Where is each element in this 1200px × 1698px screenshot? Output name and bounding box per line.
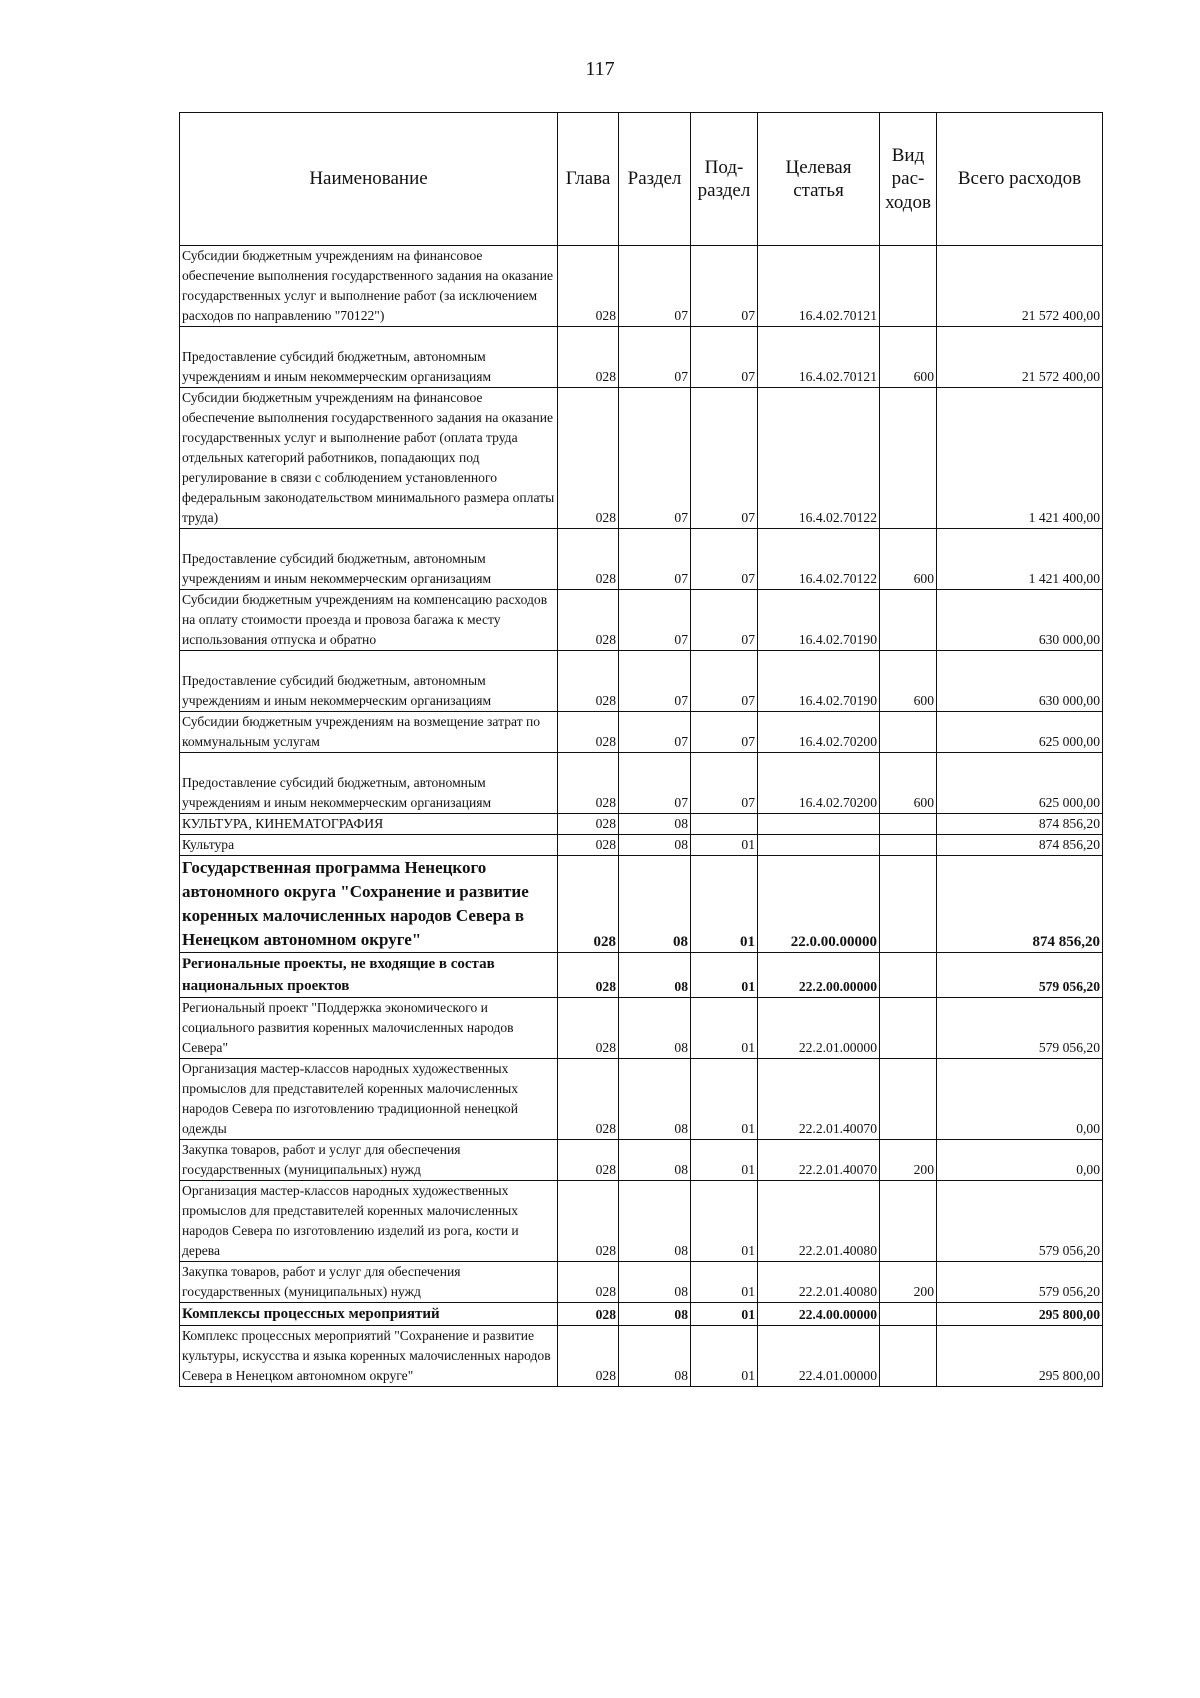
cell-name: Региональный проект "Поддержка экономического и социального развития коренных малочисленных народов Севера" xyxy=(180,998,558,1059)
table-row xyxy=(180,1140,1103,1181)
cell-name: Организация мастер-классов народных художественных промыслов для представителей коренных малочисленных народов Севера по изготовлению изделий из рога, кости и дерева xyxy=(180,1181,558,1262)
cell-chapter: 028 xyxy=(558,753,619,814)
cell-type xyxy=(880,1181,937,1262)
cell-total: 630 000,00 xyxy=(937,590,1103,651)
cell-chapter: 028 xyxy=(558,1303,619,1326)
cell-target: 16.4.02.70122 xyxy=(758,388,880,529)
cell-section: 07 xyxy=(619,651,691,712)
cell-chapter: 028 xyxy=(558,835,619,856)
table-row xyxy=(180,529,1103,590)
table-row xyxy=(180,835,1103,856)
header-total: Всего расходов xyxy=(937,113,1103,246)
cell-chapter: 028 xyxy=(558,388,619,529)
cell-total: 874 856,20 xyxy=(937,856,1103,953)
cell-section: 08 xyxy=(619,856,691,953)
cell-type xyxy=(880,953,937,998)
cell-section: 08 xyxy=(619,1059,691,1140)
cell-target: 22.0.00.00000 xyxy=(758,856,880,953)
cell-section: 08 xyxy=(619,998,691,1059)
cell-name: Предоставление субсидий бюджетным, автономным учреждениям и иным некоммерческим организациям xyxy=(180,753,558,814)
cell-name: Государственная программа Ненецкого автономного округа "Сохранение и развитие коренных малочисленных народов Севера в Ненецком автономном округе" xyxy=(180,856,558,953)
table-row xyxy=(180,1059,1103,1140)
cell-total: 0,00 xyxy=(937,1140,1103,1181)
cell-subsection: 01 xyxy=(691,1326,758,1387)
cell-name: Организация мастер-классов народных художественных промыслов для представителей коренных малочисленных народов Севера по изготовлению традиционной ненецкой одежды xyxy=(180,1059,558,1140)
table-row xyxy=(180,998,1103,1059)
cell-type: 600 xyxy=(880,327,937,388)
table-row xyxy=(180,590,1103,651)
cell-subsection xyxy=(691,814,758,835)
cell-name: Культура xyxy=(180,835,558,856)
cell-chapter: 028 xyxy=(558,651,619,712)
table-row xyxy=(180,1262,1103,1303)
table-row xyxy=(180,856,1103,953)
cell-chapter: 028 xyxy=(558,1059,619,1140)
cell-type xyxy=(880,1059,937,1140)
cell-chapter: 028 xyxy=(558,1326,619,1387)
cell-type xyxy=(880,388,937,529)
cell-subsection: 07 xyxy=(691,529,758,590)
cell-total: 1 421 400,00 xyxy=(937,529,1103,590)
cell-section: 07 xyxy=(619,590,691,651)
cell-target: 22.4.01.00000 xyxy=(758,1326,880,1387)
cell-name: Региональные проекты, не входящие в состав национальных проектов xyxy=(180,953,558,998)
table-row xyxy=(180,1303,1103,1326)
cell-total: 1 421 400,00 xyxy=(937,388,1103,529)
cell-subsection: 01 xyxy=(691,953,758,998)
cell-section: 08 xyxy=(619,1303,691,1326)
cell-total: 0,00 xyxy=(937,1059,1103,1140)
cell-total: 630 000,00 xyxy=(937,651,1103,712)
cell-type xyxy=(880,835,937,856)
cell-name: КУЛЬТУРА, КИНЕМАТОГРАФИЯ xyxy=(180,814,558,835)
cell-type: 600 xyxy=(880,529,937,590)
cell-target: 16.4.02.70190 xyxy=(758,651,880,712)
cell-total: 21 572 400,00 xyxy=(937,246,1103,327)
cell-chapter: 028 xyxy=(558,1262,619,1303)
cell-target: 16.4.02.70200 xyxy=(758,712,880,753)
cell-section: 07 xyxy=(619,327,691,388)
cell-target: 22.2.01.40070 xyxy=(758,1140,880,1181)
cell-subsection: 01 xyxy=(691,1059,758,1140)
cell-target: 16.4.02.70121 xyxy=(758,327,880,388)
cell-type xyxy=(880,246,937,327)
cell-subsection: 07 xyxy=(691,327,758,388)
cell-total: 579 056,20 xyxy=(937,998,1103,1059)
cell-total: 21 572 400,00 xyxy=(937,327,1103,388)
cell-type: 600 xyxy=(880,651,937,712)
cell-total: 295 800,00 xyxy=(937,1303,1103,1326)
header-type: Вид рас- ходов xyxy=(880,113,937,246)
header-subsection: Под- раздел xyxy=(691,113,758,246)
cell-subsection: 01 xyxy=(691,998,758,1059)
budget-table xyxy=(179,112,1103,1387)
cell-subsection: 07 xyxy=(691,712,758,753)
cell-type xyxy=(880,1326,937,1387)
cell-target: 16.4.02.70190 xyxy=(758,590,880,651)
page-number: 117 xyxy=(585,58,615,80)
cell-target: 22.2.01.00000 xyxy=(758,998,880,1059)
cell-total: 295 800,00 xyxy=(937,1326,1103,1387)
cell-name: Предоставление субсидий бюджетным, автономным учреждениям и иным некоммерческим организациям xyxy=(180,529,558,590)
cell-name: Субсидии бюджетным учреждениям на финансовое обеспечение выполнения государственного задания на оказание государственных услуг и выполнение работ (за исключением расходов по направлению "70122") xyxy=(180,246,558,327)
cell-section: 07 xyxy=(619,753,691,814)
cell-section: 08 xyxy=(619,1326,691,1387)
cell-chapter: 028 xyxy=(558,590,619,651)
header-section: Раздел xyxy=(619,113,691,246)
cell-name: Комплекс процессных мероприятий "Сохранение и развитие культуры, искусства и языка коренных малочисленных народов Севера в Ненецком автономном округе" xyxy=(180,1326,558,1387)
table-row xyxy=(180,1181,1103,1262)
cell-section: 08 xyxy=(619,835,691,856)
header-row xyxy=(180,113,1103,246)
header-name: Наименование xyxy=(180,113,558,246)
table-row xyxy=(180,712,1103,753)
cell-name: Комплексы процессных мероприятий xyxy=(180,1303,558,1326)
cell-subsection: 01 xyxy=(691,856,758,953)
cell-section: 07 xyxy=(619,246,691,327)
cell-chapter: 028 xyxy=(558,1140,619,1181)
cell-subsection: 01 xyxy=(691,1181,758,1262)
table-row xyxy=(180,651,1103,712)
cell-name: Закупка товаров, работ и услуг для обеспечения государственных (муниципальных) нужд xyxy=(180,1262,558,1303)
cell-subsection: 07 xyxy=(691,590,758,651)
cell-chapter: 028 xyxy=(558,246,619,327)
cell-subsection: 07 xyxy=(691,651,758,712)
cell-section: 08 xyxy=(619,1262,691,1303)
cell-total: 874 856,20 xyxy=(937,814,1103,835)
table-row xyxy=(180,327,1103,388)
cell-section: 08 xyxy=(619,814,691,835)
cell-target: 22.2.01.40070 xyxy=(758,1059,880,1140)
cell-total: 579 056,20 xyxy=(937,1262,1103,1303)
cell-target xyxy=(758,835,880,856)
cell-subsection: 07 xyxy=(691,753,758,814)
table-row xyxy=(180,953,1103,998)
cell-target: 22.2.01.40080 xyxy=(758,1262,880,1303)
cell-type xyxy=(880,590,937,651)
table-row xyxy=(180,1326,1103,1387)
cell-target: 16.4.02.70122 xyxy=(758,529,880,590)
cell-total: 625 000,00 xyxy=(937,753,1103,814)
cell-type xyxy=(880,998,937,1059)
cell-name: Предоставление субсидий бюджетным, автономным учреждениям и иным некоммерческим организациям xyxy=(180,327,558,388)
cell-subsection: 07 xyxy=(691,388,758,529)
cell-type xyxy=(880,856,937,953)
cell-total: 579 056,20 xyxy=(937,1181,1103,1262)
cell-type: 200 xyxy=(880,1140,937,1181)
cell-target: 22.2.01.40080 xyxy=(758,1181,880,1262)
cell-name: Предоставление субсидий бюджетным, автономным учреждениям и иным некоммерческим организациям xyxy=(180,651,558,712)
table-row xyxy=(180,388,1103,529)
cell-type xyxy=(880,712,937,753)
cell-section: 08 xyxy=(619,1140,691,1181)
cell-total: 625 000,00 xyxy=(937,712,1103,753)
cell-subsection: 01 xyxy=(691,1140,758,1181)
cell-target: 22.2.00.00000 xyxy=(758,953,880,998)
cell-name: Субсидии бюджетным учреждениям на финансовое обеспечение выполнения государственного задания на оказание государственных услуг и выполнение работ (оплата труда отдельных категорий работников, попадающих под регулирование в связи с соблюдением установленного федеральным законодательством минимального размера оплаты труда) xyxy=(180,388,558,529)
cell-subsection: 01 xyxy=(691,1262,758,1303)
table-row xyxy=(180,246,1103,327)
cell-total: 874 856,20 xyxy=(937,835,1103,856)
cell-chapter: 028 xyxy=(558,327,619,388)
cell-chapter: 028 xyxy=(558,814,619,835)
cell-subsection: 01 xyxy=(691,1303,758,1326)
cell-target xyxy=(758,814,880,835)
cell-chapter: 028 xyxy=(558,712,619,753)
header-target: Целевая статья xyxy=(758,113,880,246)
cell-chapter: 028 xyxy=(558,856,619,953)
table-row xyxy=(180,753,1103,814)
cell-target: 16.4.02.70121 xyxy=(758,246,880,327)
cell-chapter: 028 xyxy=(558,529,619,590)
table-row xyxy=(180,814,1103,835)
cell-total: 579 056,20 xyxy=(937,953,1103,998)
cell-type xyxy=(880,1303,937,1326)
cell-chapter: 028 xyxy=(558,953,619,998)
cell-section: 07 xyxy=(619,388,691,529)
cell-section: 08 xyxy=(619,1181,691,1262)
cell-target: 16.4.02.70200 xyxy=(758,753,880,814)
cell-chapter: 028 xyxy=(558,1181,619,1262)
cell-name: Закупка товаров, работ и услуг для обеспечения государственных (муниципальных) нужд xyxy=(180,1140,558,1181)
cell-type xyxy=(880,814,937,835)
cell-chapter: 028 xyxy=(558,998,619,1059)
cell-target: 22.4.00.00000 xyxy=(758,1303,880,1326)
cell-section: 07 xyxy=(619,529,691,590)
cell-section: 07 xyxy=(619,712,691,753)
cell-name: Субсидии бюджетным учреждениям на возмещение затрат по коммунальным услугам xyxy=(180,712,558,753)
cell-subsection: 07 xyxy=(691,246,758,327)
cell-name: Субсидии бюджетным учреждениям на компенсацию расходов на оплату стоимости проезда и провоза багажа к месту использования отпуска и обратно xyxy=(180,590,558,651)
cell-subsection: 01 xyxy=(691,835,758,856)
cell-type: 200 xyxy=(880,1262,937,1303)
header-chapter: Глава xyxy=(558,113,619,246)
cell-section: 08 xyxy=(619,953,691,998)
cell-type: 600 xyxy=(880,753,937,814)
